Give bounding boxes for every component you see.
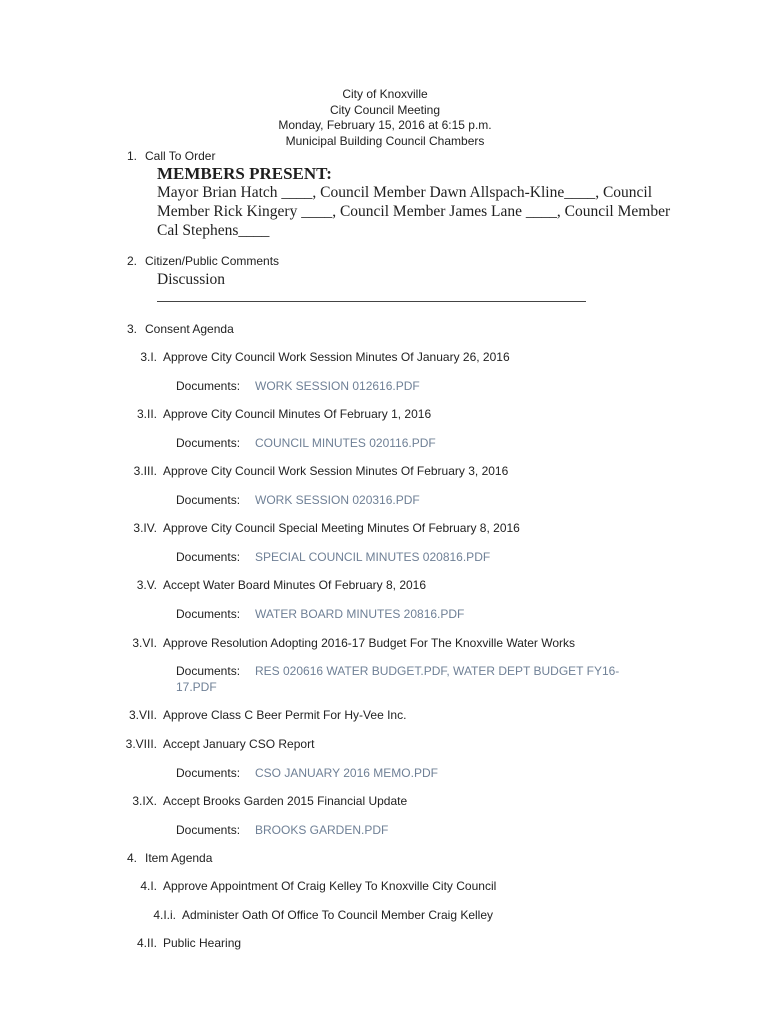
item-number: 3.I. <box>140 350 157 364</box>
meeting-name: City Council Meeting <box>329 102 441 117</box>
section-number: 3. <box>126 322 137 336</box>
item-number: 3.VI. <box>132 636 157 650</box>
documents-label: Documents: <box>176 823 241 837</box>
item-title: Approve Appointment Of Craig Kelley To Knoxville City Council <box>163 879 497 893</box>
item-title: Approve City Council Special Meeting Minutes Of February 8, 2016 <box>163 521 520 535</box>
document-header <box>0 87 770 149</box>
item-title: Accept Water Board Minutes Of February 8, 2016 <box>163 578 427 592</box>
discussion-label: Discussion <box>157 271 226 288</box>
members-line: Member Rick Kingery ____, Council Member James Lane ____, Council Member <box>157 203 671 220</box>
section-number: 2. <box>126 254 137 268</box>
item-number: 3.V. <box>136 578 157 592</box>
section-title: Consent Agenda <box>145 322 234 336</box>
document-link[interactable]: CSO JANUARY 2016 MEMO.PDF <box>255 766 438 780</box>
documents-row <box>176 379 420 394</box>
members-line: Mayor Brian Hatch ____, Council Member Dawn Allspach-Kline____, Council <box>157 184 653 201</box>
section-number: 4. <box>126 851 137 865</box>
documents-row <box>176 766 438 781</box>
documents-label: Documents: <box>176 766 241 780</box>
item-title: Administer Oath Of Office To Council Member Craig Kelley <box>182 908 494 922</box>
item-number: 4.I. <box>140 879 157 893</box>
members-line: Cal Stephens____ <box>157 222 270 239</box>
document-link[interactable]: WORK SESSION 020316.PDF <box>255 493 420 507</box>
item-number: 3.VII. <box>128 708 157 722</box>
documents-row <box>176 823 389 838</box>
document-link[interactable]: WATER BOARD MINUTES 20816.PDF <box>255 607 465 621</box>
documents-label: Documents: <box>176 493 241 507</box>
section-title: Item Agenda <box>145 851 213 865</box>
item-number: 4.II. <box>136 936 157 950</box>
document-link[interactable]: SPECIAL COUNCIL MINUTES 020816.PDF <box>255 550 491 564</box>
item-title: Approve Class C Beer Permit For Hy-Vee Inc. <box>163 708 407 722</box>
item-title: Approve Resolution Adopting 2016-17 Budget For The Knoxville Water Works <box>163 636 576 650</box>
documents-row <box>176 664 620 679</box>
members-present-title: MEMBERS PRESENT: <box>157 164 332 183</box>
city-name: City of Knoxville <box>342 87 428 101</box>
document-link[interactable]: RES 020616 WATER BUDGET.PDF, WATER DEPT BUDGET FY16- <box>255 664 620 678</box>
item-number: 3.IV. <box>133 521 157 535</box>
item-title: Approve City Council Work Session Minutes Of February 3, 2016 <box>163 464 509 478</box>
documents-row <box>176 607 465 622</box>
documents-row <box>176 493 420 508</box>
documents-row <box>176 550 491 565</box>
item-number: 3.IX. <box>132 794 157 808</box>
document-link-continued[interactable]: 17.PDF <box>176 680 217 694</box>
item-title: Accept January CSO Report <box>163 737 315 751</box>
item-title: Approve City Council Minutes Of February 1, 2016 <box>163 407 432 421</box>
document-link[interactable]: BROOKS GARDEN.PDF <box>255 823 389 837</box>
documents-label: Documents: <box>176 550 241 564</box>
section-title: Citizen/Public Comments <box>145 254 280 268</box>
item-number: 3.III. <box>133 464 157 478</box>
item-number: 4.I.i. <box>153 908 176 922</box>
section-number: 1. <box>126 149 137 163</box>
item-title: Public Hearing <box>163 936 242 950</box>
documents-label: Documents: <box>176 436 241 450</box>
documents-label: Documents: <box>176 664 241 678</box>
section-title: Call To Order <box>145 149 216 163</box>
meeting-date: Monday, February 15, 2016 at 6:15 p.m. <box>278 118 492 133</box>
documents-label: Documents: <box>176 379 241 393</box>
item-number: 3.II. <box>136 407 157 421</box>
item-title: Approve City Council Work Session Minutes Of January 26, 2016 <box>163 350 510 364</box>
discussion-line <box>157 301 586 302</box>
documents-row <box>176 436 436 451</box>
item-title: Accept Brooks Garden 2015 Financial Update <box>163 794 408 808</box>
documents-label: Documents: <box>176 607 241 621</box>
meeting-location: Municipal Building Council Chambers <box>285 133 485 148</box>
document-link[interactable]: WORK SESSION 012616.PDF <box>255 379 420 393</box>
item-number: 3.VIII. <box>125 737 157 751</box>
document-link[interactable]: COUNCIL MINUTES 020116.PDF <box>255 436 436 450</box>
